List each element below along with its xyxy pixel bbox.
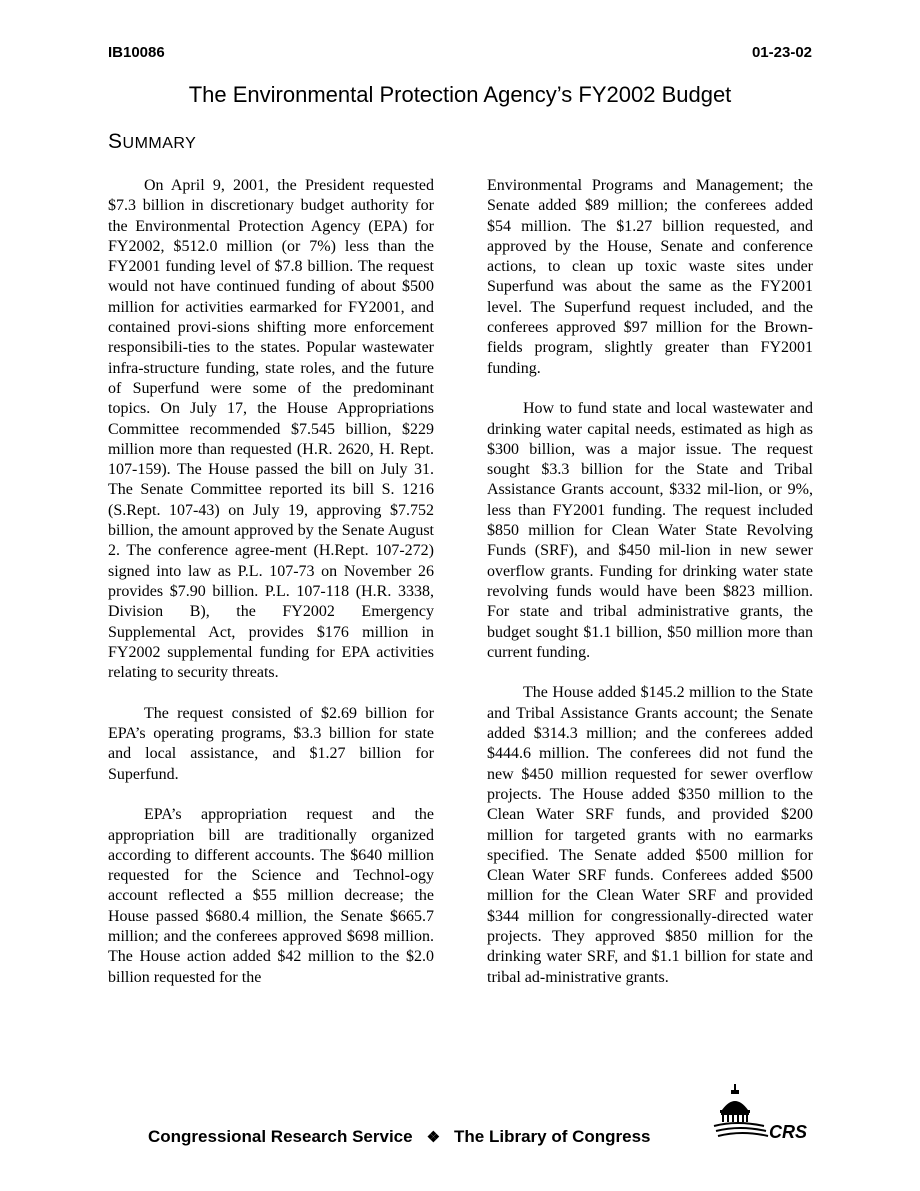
- footer-library: The Library of Congress: [454, 1127, 651, 1146]
- capitol-dome-icon: [712, 1082, 812, 1148]
- paragraph: On April 9, 2001, the President requested $7.3 billion in discretionary budget authority for the Environmental Protection Agency (EPA) for FY2002, $512.0 million (or 7%) less than the FY2001 funding level of $7.8 billion. The request would not have continued funding of about $500 million for activities earmarked for FY2001, and contained provi-sions shifting more enforcement responsibili-ties to the states. Popular wastewater infra-structure funding, state roles, and the future of Superfund were some of the predominant topics. On July 17, the House Appropriations Committee recommended $7.545 billion, $229 million more than requested (H.R. 2620, H. Rept. 107-159). The House passed the bill on July 31. The Senate Committee reported its bill S. 1216 (S.Rept. 107-43) on July 19, approving $7.752 billion, the amount approved by the Senate August 2. The conference agree-ment (H.Rept. 107-272) signed into law as P.L. 107-73 on November 26 provides $7.90 billion. P.L. 107-118 (H.R. 3338, Division B), the FY2002 Emergency Supplemental Act, provides $176 million in FY2002 supplemental funding for EPA activities relating to security threats.: [108, 177, 434, 682]
- drum-columns: [722, 1115, 748, 1122]
- page-footer: [148, 1127, 651, 1147]
- footer-publisher: Congressional Research Service: [148, 1127, 413, 1146]
- paragraph: EPA’s appropriation request and the appropriation bill are traditionally organized according to different accounts. The $640 million requested for the Science and Technol-ogy account reflected a $55 million decrease; the House passed $680.4 million, the Senate $665.7 million; and the conferees approved $698 million. The House action added $42 million to the $2.0 billion requested for the: [108, 806, 434, 986]
- right-column: [487, 176, 813, 1008]
- section-heading-initial: S: [108, 130, 123, 153]
- paragraph: How to fund state and local wastewater and drinking water capital needs, estimated as high as $300 billion, was a major issue. The request sought $3.3 billion for the State and Tribal Assistance Grants account, $332 mil-lion, or 9%, less than FY2001 funding. The request included $850 million for Clean Water State Revolving Funds (SRF), and $450 mil-lion in new sewer overflow grants. Funding for drinking water state revolving funds would have been $823 million. For state and tribal administrative grants, the budget sought $1.1 billion, $50 million more than current funding.: [487, 400, 813, 661]
- paragraph: The request consisted of $2.69 billion for EPA’s operating programs, $3.3 billion for state and local assistance, and $1.27 billion for Superfund.: [108, 704, 434, 783]
- section-heading-rest: UMMARY: [122, 135, 197, 152]
- section-heading: [108, 130, 196, 154]
- footer-separator-icon: ❖: [426, 1129, 441, 1146]
- paragraph: Environmental Programs and Management; the Senate added $89 million; the conferees added $54 million. The $1.27 billion requested, and approved by the House, Senate and conference actions, to clean up toxic waste sites under Superfund was about the same as the FY2001 level. The Superfund request included, and the conferees approved $97 million for the Brown-fields program, slightly greater than FY2001 funding.: [487, 177, 813, 377]
- page-title: The Environmental Protection Agency’s FY2002 Budget: [188, 82, 732, 107]
- dome-shape: [722, 1101, 748, 1110]
- document-id: IB10086: [108, 44, 165, 61]
- left-column: [108, 176, 434, 1008]
- dome-lantern: [731, 1090, 739, 1094]
- dome-base: [720, 1110, 750, 1113]
- logo-text: CRS: [769, 1122, 808, 1142]
- drum-top: [721, 1113, 749, 1115]
- paragraph: The House added $145.2 million to the State and Tribal Assistance Grants account; the Senate added $314.3 million; and the conferees added $444.6 million. The conferees did not fund the new $450 million requested for sewer overflow projects. The House added $350 million to the Clean Water SRF funds, and provided $200 million for targeted grants with no earmarks specified. The Senate added $500 million for Clean Water SRF funds. Conferees added $500 million for the Clean Water SRF and provided $344 million for congressionally-directed water projects. They approved $850 million for the drinking water SRF, and $1.1 billion for state and tribal ad-ministrative grants.: [487, 684, 813, 986]
- dome-swoosh: [714, 1123, 768, 1136]
- document-date: 01-23-02: [751, 44, 812, 61]
